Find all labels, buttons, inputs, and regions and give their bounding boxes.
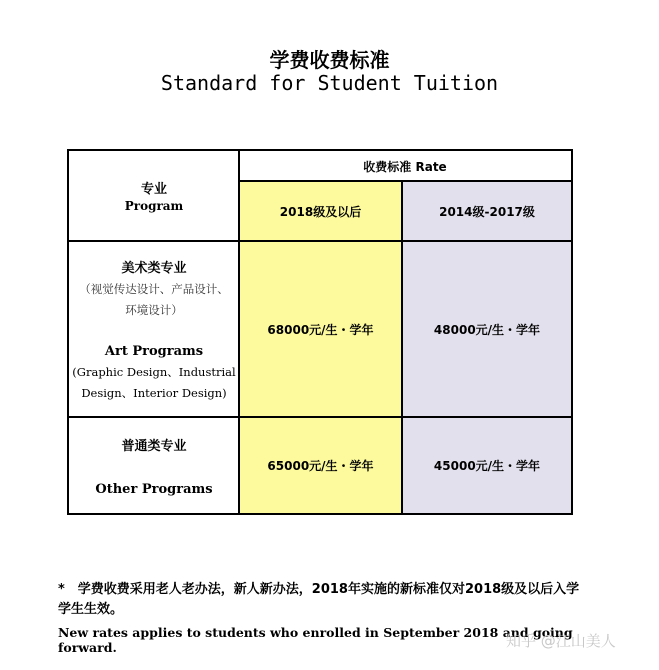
art-program-name-cn: 美术类专业 [121, 261, 187, 276]
program-header-en: Program [124, 199, 184, 213]
table-divider [69, 240, 571, 242]
other-fee-2014-2017: 45000元/生・学年 [433, 459, 541, 473]
art-program-detail-cn-2: 环境设计） [125, 303, 183, 317]
page-title-cn: 学费收费标准 [269, 48, 390, 72]
footnote-cn-line2: 学生生效。 [58, 602, 124, 617]
tuition-table [67, 149, 573, 515]
art-program-detail-en-2: Design、Interior Design) [81, 386, 227, 400]
art-program-detail-cn-1: （视觉传达设计、产品设计、 [79, 282, 229, 296]
other-fee-2014-2017-cell [403, 418, 571, 513]
table-divider [69, 416, 571, 418]
other-program-cell [69, 418, 239, 513]
footnote-en: New rates applies to students who enrolled in September 2018 and going forward. [58, 625, 573, 655]
art-program-cell [69, 242, 239, 416]
col-2014-2017-header-cell [403, 182, 571, 240]
art-fee-2014-2017-cell [403, 242, 571, 416]
footnote-cn [58, 580, 618, 620]
table-divider [238, 151, 240, 513]
col-2014-2017-header: 2014级-2017级 [439, 204, 535, 219]
program-header-cn: 专业 [140, 182, 167, 197]
rate-header-cell [239, 151, 571, 181]
art-program-name-en: Art Programs [104, 344, 204, 359]
page-title-en: Standard for Student Tuition [160, 71, 499, 95]
art-fee-2018: 68000元/生・学年 [267, 322, 374, 337]
other-fee-2018: 65000元/生・学年 [267, 459, 374, 473]
other-program-name-cn: 普通类专业 [121, 438, 187, 454]
art-fee-2014-2017: 48000元/生・学年 [433, 322, 541, 337]
table-divider [238, 180, 571, 182]
col-2018-header-cell [240, 182, 401, 240]
program-header-cell [69, 151, 239, 240]
footnote-cn-line1: * 学费收费采用老人老办法，新人新办法，2018年实施的新标准仅对2018级及以后入学 [58, 582, 580, 597]
rate-header: 收费标准 Rate [363, 159, 447, 174]
table-divider [401, 181, 403, 513]
other-program-name-en: Other Programs [95, 481, 213, 497]
col-2018-header: 2018级及以后 [279, 204, 362, 219]
art-program-detail-en-1: (Graphic Design、Industrial [72, 365, 236, 379]
art-fee-2018-cell [240, 242, 401, 416]
watermark: 知乎 @江山美人 [506, 632, 616, 650]
other-fee-2018-cell [240, 418, 401, 513]
